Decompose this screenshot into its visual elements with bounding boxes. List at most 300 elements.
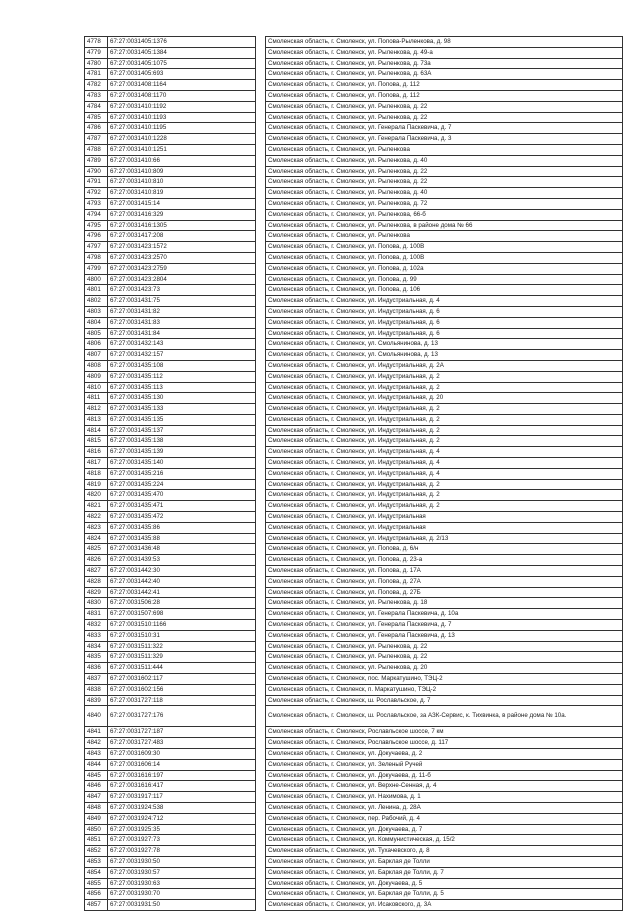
address-cell: Смоленская область, г. Смоленск, ул. Индустриальная, д. 4 [266,296,623,307]
row-number: 4811 [85,393,108,404]
cadastral-number: 67:27:0031602:117 [108,674,256,685]
table-row [85,630,623,641]
column-spacer [256,436,266,447]
row-number: 4809 [85,371,108,382]
cadastral-number: 67:27:0031435:471 [108,501,256,512]
address-cell: Смоленская область, г. Смоленск, ул. Ленина, д. 28А [266,802,623,813]
table-row [85,382,623,393]
address-cell: Смоленская область, г. Смоленск, ул. Индустриальная, д. 2 [266,436,623,447]
table-row [85,296,623,307]
column-spacer [256,802,266,813]
cadastral-number: 67:27:0031436:48 [108,544,256,555]
table-row [85,792,623,803]
cadastral-number: 67:27:0031924:712 [108,813,256,824]
cadastral-number: 67:27:0031439:53 [108,555,256,566]
address-cell: Смоленская область, г. Смоленск, ул. Барклая де Толли, д. 5 [266,889,623,900]
table-row [85,781,623,792]
row-number: 4852 [85,846,108,857]
address-cell: Смоленская область, г. Смоленск, ул. Попова, д. 6/н [266,544,623,555]
row-number: 4791 [85,177,108,188]
address-cell: Смоленская область, г. Смоленск, ул. Генерала Паскевича, д. 13 [266,630,623,641]
table-row [85,900,623,911]
cadastral-number: 67:27:0031435:140 [108,458,256,469]
column-spacer [256,846,266,857]
address-cell: Смоленская область, г. Смоленск, ул. Рыленкова, д. 22 [266,177,623,188]
address-cell: Смоленская область, г. Смоленск, ул. Рыленкова, д. 18 [266,598,623,609]
row-number: 4850 [85,824,108,835]
row-number: 4819 [85,479,108,490]
address-cell: Смоленская область, г. Смоленск, ул. Индустриальная, д. 20 [266,393,623,404]
table-row [85,533,623,544]
column-spacer [256,468,266,479]
cadastral-number: 67:27:0031927:73 [108,835,256,846]
table-row [85,813,623,824]
column-spacer [256,37,266,48]
row-number: 4835 [85,652,108,663]
column-spacer [256,727,266,738]
cadastral-number: 67:27:0031931:50 [108,900,256,911]
table-row [85,350,623,361]
row-number: 4792 [85,188,108,199]
row-number: 4802 [85,296,108,307]
column-spacer [256,209,266,220]
table-row [85,177,623,188]
table-row [85,695,623,706]
table-row [85,47,623,58]
table-row [85,58,623,69]
table-row [85,198,623,209]
row-number: 4794 [85,209,108,220]
cadastral-number: 67:27:0031435:86 [108,522,256,533]
column-spacer [256,695,266,706]
cadastral-number: 67:27:0031930:70 [108,889,256,900]
address-cell: Смоленская область, г. Смоленск, ул. Рыленкова, д. 73а [266,58,623,69]
row-number: 4793 [85,198,108,209]
table-row [85,37,623,48]
address-cell: Смоленская область, г. Смоленск, ул. Индустриальная [266,512,623,523]
column-spacer [256,425,266,436]
table-row [85,706,623,727]
column-spacer [256,501,266,512]
column-spacer [256,652,266,663]
row-number: 4817 [85,458,108,469]
cadastral-number: 67:27:0031927:78 [108,846,256,857]
address-cell: Смоленская область, г. Смоленск, ул. Попова, д. 27А [266,576,623,587]
row-number: 4822 [85,512,108,523]
table-row [85,652,623,663]
cadastral-number: 67:27:0031435:224 [108,479,256,490]
cadastral-number: 67:27:0031930:50 [108,856,256,867]
address-cell: Смоленская область, г. Смоленск, ул. Генерала Паскевича, д. 7 [266,123,623,134]
address-cell: Смоленская область, г. Смоленск, ул. Тухачевского, д. 8 [266,846,623,857]
row-number: 4810 [85,382,108,393]
row-number: 4851 [85,835,108,846]
column-spacer [256,738,266,749]
table-row [85,166,623,177]
cadastral-number: 67:27:0031410:1193 [108,112,256,123]
cadastral-number: 67:27:0031435:470 [108,490,256,501]
cadastral-number: 67:27:0031442:30 [108,566,256,577]
address-cell: Смоленская область, г. Смоленск, ул. Смольянинова, д. 13 [266,339,623,350]
row-number: 4832 [85,620,108,631]
column-spacer [256,522,266,533]
table-row [85,620,623,631]
table-row [85,188,623,199]
column-spacer [256,47,266,58]
row-number: 4846 [85,781,108,792]
column-spacer [256,759,266,770]
cadastral-number: 67:27:0031435:113 [108,382,256,393]
cadastral-number: 67:27:0031410:1251 [108,144,256,155]
row-number: 4839 [85,695,108,706]
cadastral-number: 67:27:0031925:35 [108,824,256,835]
cadastral-number: 67:27:0031442:40 [108,576,256,587]
cadastral-number: 67:27:0031924:538 [108,802,256,813]
cadastral-number: 67:27:0031432:143 [108,339,256,350]
address-cell: Смоленская область, г. Смоленск, ш. Рославльское, за АЗК-Сервис, к. Тихвинка, в районе дома № 10а. [266,706,623,727]
row-number: 4788 [85,144,108,155]
address-cell: Смоленская область, г. Смоленск, ул. Попова-Рыленкова, д. 98 [266,37,623,48]
cadastral-number: 67:27:0031405:1376 [108,37,256,48]
table-row [85,274,623,285]
cadastral-number: 67:27:0031410:1195 [108,123,256,134]
row-number: 4834 [85,641,108,652]
column-spacer [256,770,266,781]
address-cell: Смоленская область, г. Смоленск, ул. Индустриальная, д. 2 [266,382,623,393]
address-cell: Смоленская область, г. Смоленск, ул. Генерала Паскевича, д. 10а [266,609,623,620]
row-number: 4799 [85,263,108,274]
address-cell: Смоленская область, г. Смоленск, ул. Индустриальная, д. 4 [266,468,623,479]
column-spacer [256,684,266,695]
address-cell: Смоленская область, г. Смоленск, ул. Рыленкова, д. 49-а [266,47,623,58]
address-cell: Смоленская область, г. Смоленск, ул. Индустриальная, д. 6 [266,317,623,328]
row-number: 4807 [85,350,108,361]
row-number: 4804 [85,317,108,328]
address-cell: Смоленская область, г. Смоленск, ул. Рыленкова, в районе дома № 66 [266,220,623,231]
table-row [85,501,623,512]
row-number: 4782 [85,80,108,91]
row-number: 4841 [85,727,108,738]
table-row [85,209,623,220]
table-row [85,598,623,609]
address-cell: Смоленская область, г. Смоленск, ул. Попова, д. 112 [266,90,623,101]
address-cell: Смоленская область, г. Смоленск, ул. Индустриальная, д. 2/13 [266,533,623,544]
column-spacer [256,835,266,846]
table-row [85,414,623,425]
column-spacer [256,447,266,458]
cadastral-number: 67:27:0031416:329 [108,209,256,220]
column-spacer [256,674,266,685]
table-row [85,285,623,296]
table-row [85,544,623,555]
row-number: 4787 [85,134,108,145]
column-spacer [256,177,266,188]
row-number: 4829 [85,587,108,598]
cadastral-number: 67:27:0031510:1166 [108,620,256,631]
column-spacer [256,889,266,900]
row-number: 4830 [85,598,108,609]
cadastral-number: 67:27:0031930:57 [108,867,256,878]
address-cell: Смоленская область, г. Смоленск, ул. Индустриальная, д. 2 [266,479,623,490]
table-row [85,802,623,813]
row-number: 4823 [85,522,108,533]
row-number: 4818 [85,468,108,479]
table-row [85,759,623,770]
row-number: 4798 [85,252,108,263]
table-row [85,90,623,101]
address-cell: Смоленская область, г. Смоленск, ул. Барклая де Толли, д. 7 [266,867,623,878]
cadastral-number: 67:27:0031435:112 [108,371,256,382]
cadastral-number: 67:27:0031431:84 [108,328,256,339]
address-cell: Смоленская область, г. Смоленск, пер. Рабочий, д. 4 [266,813,623,824]
address-cell: Смоленская область, г. Смоленск, ул. Попова, д. 106 [266,285,623,296]
address-cell: Смоленская область, г. Смоленск, ул. Рыленкова, д. 22 [266,112,623,123]
row-number: 4780 [85,58,108,69]
cadastral-number: 67:27:0031435:133 [108,404,256,415]
row-number: 4812 [85,404,108,415]
column-spacer [256,576,266,587]
address-cell: Смоленская область, г. Смоленск, ул. Коммунистическая, д. 15/2 [266,835,623,846]
cadastral-number: 67:27:0031917:117 [108,792,256,803]
cadastral-number: 67:27:0031435:138 [108,436,256,447]
table-row [85,878,623,889]
column-spacer [256,231,266,242]
column-spacer [256,306,266,317]
address-cell: Смоленская область, г. Смоленск, ул. Верхне-Сенная, д. 4 [266,781,623,792]
row-number: 4856 [85,889,108,900]
row-number: 4815 [85,436,108,447]
row-number: 4840 [85,706,108,727]
address-cell: Смоленская область, г. Смоленск, ул. Индустриальная, д. 6 [266,328,623,339]
column-spacer [256,781,266,792]
table-row [85,727,623,738]
table-row [85,555,623,566]
address-cell: Смоленская область, г. Смоленск, ул. Рыленкова [266,231,623,242]
column-spacer [256,328,266,339]
column-spacer [256,69,266,80]
column-spacer [256,155,266,166]
address-cell: Смоленская область, г. Смоленск, ул. Индустриальная, д. 2 [266,425,623,436]
table-row [85,69,623,80]
row-number: 4797 [85,242,108,253]
row-number: 4844 [85,759,108,770]
column-spacer [256,544,266,555]
address-cell: Смоленская область, г. Смоленск, ш. Рославльское, д. 7 [266,695,623,706]
column-spacer [256,101,266,112]
address-cell: Смоленская область, г. Смоленск, ул. Индустриальная, д. 6 [266,306,623,317]
document-page [84,36,614,911]
column-spacer [256,813,266,824]
row-number: 4831 [85,609,108,620]
table-row [85,749,623,760]
table-row [85,144,623,155]
cadastral-number: 67:27:0031616:417 [108,781,256,792]
column-spacer [256,285,266,296]
row-number: 4790 [85,166,108,177]
table-row [85,112,623,123]
column-spacer [256,58,266,69]
row-number: 4838 [85,684,108,695]
column-spacer [256,663,266,674]
column-spacer [256,490,266,501]
cadastral-number: 67:27:0031435:108 [108,360,256,371]
row-number: 4825 [85,544,108,555]
address-cell: Смоленская область, г. Смоленск, ул. Индустриальная, д. 4 [266,458,623,469]
column-spacer [256,80,266,91]
column-spacer [256,188,266,199]
table-row [85,576,623,587]
cadastral-number: 67:27:0031423:2570 [108,252,256,263]
table-row [85,134,623,145]
row-number: 4820 [85,490,108,501]
row-number: 4843 [85,749,108,760]
table-row [85,867,623,878]
table-row [85,231,623,242]
table-row [85,889,623,900]
row-number: 4827 [85,566,108,577]
table-row [85,458,623,469]
row-number: 4826 [85,555,108,566]
row-number: 4849 [85,813,108,824]
column-spacer [256,198,266,209]
column-spacer [256,90,266,101]
cadastral-number: 67:27:0031435:88 [108,533,256,544]
column-spacer [256,620,266,631]
cadastral-number: 67:27:0031602:156 [108,684,256,695]
table-row [85,447,623,458]
table-row [85,404,623,415]
row-number: 4806 [85,339,108,350]
table-row [85,674,623,685]
address-cell: Смоленская область, г. Смоленск, ул. Зеленый Ручей [266,759,623,770]
row-number: 4786 [85,123,108,134]
table-row [85,641,623,652]
cadastral-number: 67:27:0031616:197 [108,770,256,781]
cadastral-number: 67:27:0031435:137 [108,425,256,436]
address-cell: Смоленская область, г. Смоленск, ул. Индустриальная [266,522,623,533]
cadastral-number: 67:27:0031511:322 [108,641,256,652]
table-row [85,220,623,231]
cadastral-number: 67:27:0031410:810 [108,177,256,188]
cadastral-table [84,36,623,911]
column-spacer [256,609,266,620]
row-number: 4824 [85,533,108,544]
column-spacer [256,371,266,382]
address-cell: Смоленская область, г. Смоленск, ул. Нахимова, д. 1 [266,792,623,803]
cadastral-number: 67:27:0031423:1572 [108,242,256,253]
table-row [85,824,623,835]
column-spacer [256,867,266,878]
column-spacer [256,317,266,328]
table-row [85,479,623,490]
cadastral-number: 67:27:0031435:135 [108,414,256,425]
column-spacer [256,900,266,911]
address-cell: Смоленская область, г. Смоленск, ул. Индустриальная, д. 2А [266,360,623,371]
row-number: 4814 [85,425,108,436]
row-number: 4796 [85,231,108,242]
row-number: 4845 [85,770,108,781]
column-spacer [256,856,266,867]
address-cell: Смоленская область, г. Смоленск, ул. Исаковского, д. 3А [266,900,623,911]
table-row [85,123,623,134]
row-number: 4781 [85,69,108,80]
column-spacer [256,393,266,404]
column-spacer [256,296,266,307]
cadastral-number: 67:27:0031431:75 [108,296,256,307]
column-spacer [256,630,266,641]
address-cell: Смоленская область, г. Смоленск, ул. Генерала Паскевича, д. 3 [266,134,623,145]
address-cell: Смоленская область, г. Смоленск, Рославльское шоссе, 7 км [266,727,623,738]
column-spacer [256,555,266,566]
cadastral-number: 67:27:0031435:216 [108,468,256,479]
cadastral-number: 67:27:0031423:2804 [108,274,256,285]
row-number: 4803 [85,306,108,317]
address-cell: Смоленская область, г. Смоленск, ул. Докучаева, д. 5 [266,878,623,889]
table-row [85,663,623,674]
cadastral-number: 67:27:0031727:118 [108,695,256,706]
address-cell: Смоленская область, г. Смоленск, ул. Смольянинова, д. 13 [266,350,623,361]
address-cell: Смоленская область, г. Смоленск, ул. Докучаева, д. 7 [266,824,623,835]
column-spacer [256,350,266,361]
column-spacer [256,706,266,727]
address-cell: Смоленская область, г. Смоленск, ул. Индустриальная, д. 4 [266,447,623,458]
table-row [85,306,623,317]
row-number: 4848 [85,802,108,813]
address-cell: Смоленская область, г. Смоленск, п. Маркатушино, ТЭЦ-2 [266,684,623,695]
row-number: 4783 [85,90,108,101]
row-number: 4854 [85,867,108,878]
table-row [85,684,623,695]
row-number: 4855 [85,878,108,889]
column-spacer [256,339,266,350]
column-spacer [256,123,266,134]
row-number: 4778 [85,37,108,48]
address-cell: Смоленская область, г. Смоленск, ул. Барклая де Толли [266,856,623,867]
address-cell: Смоленская область, г. Смоленск, ул. Индустриальная, д. 2 [266,501,623,512]
row-number: 4816 [85,447,108,458]
address-cell: Смоленская область, г. Смоленск, ул. Рыленкова, д. 22 [266,641,623,652]
row-number: 4857 [85,900,108,911]
column-spacer [256,220,266,231]
cadastral-number: 67:27:0031415:14 [108,198,256,209]
address-cell: Смоленская область, г. Смоленск, ул. Индустриальная, д. 2 [266,490,623,501]
address-cell: Смоленская область, г. Смоленск, ул. Попова, д. 17А [266,566,623,577]
cadastral-number: 67:27:0031435:139 [108,447,256,458]
row-number: 4789 [85,155,108,166]
column-spacer [256,878,266,889]
address-cell: Смоленская область, г. Смоленск, пос. Маркатушино, ТЭЦ-2 [266,674,623,685]
row-number: 4805 [85,328,108,339]
table-row [85,490,623,501]
column-spacer [256,144,266,155]
row-number: 4785 [85,112,108,123]
table-row [85,317,623,328]
table-row [85,80,623,91]
column-spacer [256,112,266,123]
table-row [85,252,623,263]
cadastral-number: 67:27:0031423:2759 [108,263,256,274]
column-spacer [256,404,266,415]
address-cell: Смоленская область, г. Смоленск, ул. Рыленкова, д. 20 [266,663,623,674]
address-cell: Смоленская область, г. Смоленск, ул. Попова, д. 23-а [266,555,623,566]
cadastral-number: 67:27:0031423:73 [108,285,256,296]
row-number: 4801 [85,285,108,296]
cadastral-number: 67:27:0031606:14 [108,759,256,770]
address-cell: Смоленская область, г. Смоленск, ул. Генерала Паскевича, д. 7 [266,620,623,631]
cadastral-number: 67:27:0031442:41 [108,587,256,598]
table-row [85,101,623,112]
row-number: 4837 [85,674,108,685]
